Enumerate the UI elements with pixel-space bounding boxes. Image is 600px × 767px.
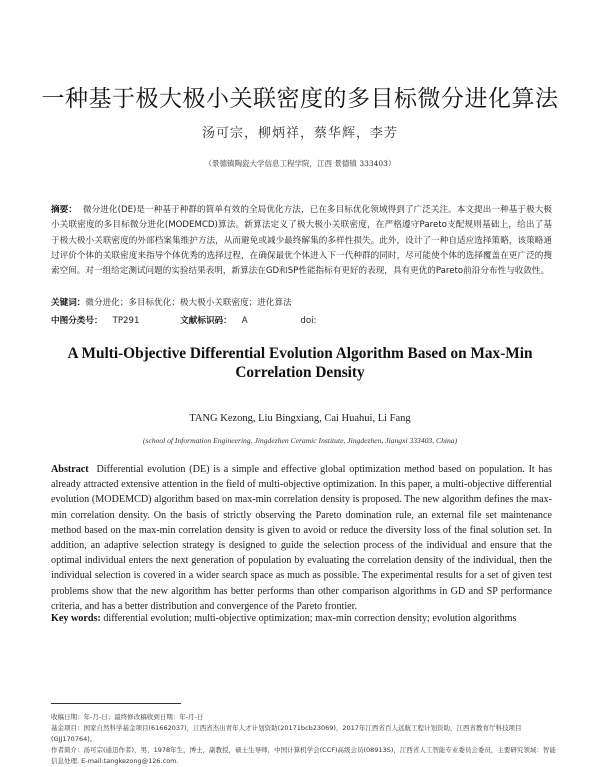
- english-abstract: [51, 462, 552, 614]
- doi-label: doi:: [300, 316, 317, 326]
- clc-value: TP291: [112, 316, 140, 326]
- english-title: A Multi-Objective Differential Evolution Algorithm Based on Max-Min Correlation Density: [67, 345, 533, 381]
- chinese-affiliation: （景德镇陶瓷大学信息工程学院，江西 景德镇 333403）: [204, 159, 396, 168]
- chinese-keywords-text: 微分进化；多目标优化；极大极小关联密度；进化算法: [85, 298, 292, 308]
- footnote-author-info: 作者简介：汤可宗(通迅作者)，男，1978年生，博士，副教授，硕士生导师，中国计算机学会(CCF)高级会员(08913S)，江西省人工智能专业委员会委员，主要研究领域：智能信息处理. E-mail:tangkezong@126.com.: [51, 746, 556, 765]
- footnote-divider: [51, 703, 181, 704]
- english-abstract-label: Abstract: [51, 464, 89, 475]
- english-keywords: [51, 613, 552, 624]
- clc-label: 中图分类号：: [51, 316, 103, 326]
- chinese-keywords: [51, 296, 552, 308]
- chinese-authors: 汤可宗，柳炳祥，蔡华辉，李芳: [201, 126, 398, 141]
- doc-code-label: 文献标识码：: [180, 316, 232, 326]
- chinese-abstract: [51, 203, 552, 279]
- classification-line: [51, 314, 552, 326]
- english-keywords-label: Key words:: [51, 613, 101, 624]
- english-authors: TANG Kezong, Liu Bingxiang, Cai Huahui, Li Fang: [189, 413, 411, 424]
- doc-code-value: A: [241, 316, 248, 326]
- chinese-keywords-label: 关键词：: [51, 298, 86, 308]
- chinese-title: 一种基于极大极小关联密度的多目标微分进化算法: [41, 86, 559, 112]
- chinese-abstract-text: 微分进化(DE)是一种基于种群的简单有效的全局优化方法，已在多目标优化领域得到了广泛关注。本文提出一种基于极大极小关联密度的多目标微分进化(MODEMCD)算法。新算法定义了极大极小关联密度，在严格遵守Pareto支配规则基础上，给出了基于极大极小关联密度的外部档案集维护方法，从而避免或减少最终解集的多样性损失。此外，设计了一种自适应选择策略，该策略通过评价个体的关联密度来指导个体优秀的选择过程，在确保最优个体进入下一代种群的同时，尽可能使个体的选择覆盖在更广泛的搜索空间。对一组给定测试问题的实验结果表明，新算法在GD和SP性能指标有更好的表现，具有更优的Pareto前沿分布性与收敛性。: [51, 205, 552, 277]
- footnote-received: 收稿日期：年-月-日；最终修改稿收到日期：年-月-日: [51, 713, 204, 721]
- english-abstract-text: Differential evolution (DE) is a simple and effective global optimization method based on population. It has already attracted extensive attention in the field of multi-objective optimization. In this paper, a multi-objective differential evolution (MODEMCD) algorithm based on max-min correlation density is proposed. The new algorithm defines the max-min correlation density. On the basis of strictly observing the Pareto domination rule, an external file set maintenance method based on the max-min correlation density is given to avoid or reduce the diversity loss of the final solution set. In addition, an adaptive selection strategy is designed to guide the selection process of the individual and ensure that the optimal individual enters the next generation of population by evaluating the correlation density of the individual, then the individual selection is covered in a wider search space as much as possible. The experimental results for a set of given test problems show that the new algorithm has better performs than other comparison algorithms in GD and SP performance criteria, and has a better distribution and convergence of the Pareto frontier.: [51, 464, 553, 612]
- english-keywords-text: differential evolution; multi-objective optimization; max-min correction density; evolution algorithms: [103, 613, 517, 624]
- english-affiliation: (school of Information Engineering, Jingdezhen Ceramic Institute, Jingdezhen, Jiangxi 333403, China): [142, 436, 458, 445]
- chinese-abstract-label: 摘要：: [51, 205, 77, 215]
- footnote-funding: 基金项目：国家自然科学基金项目(61662037)，江西省杰出青年人才计划资助(20171bcb23069)，2017年江西省百人远航工程计划资助，江西省教育厅科技项目(GJJ170764)。: [51, 724, 522, 743]
